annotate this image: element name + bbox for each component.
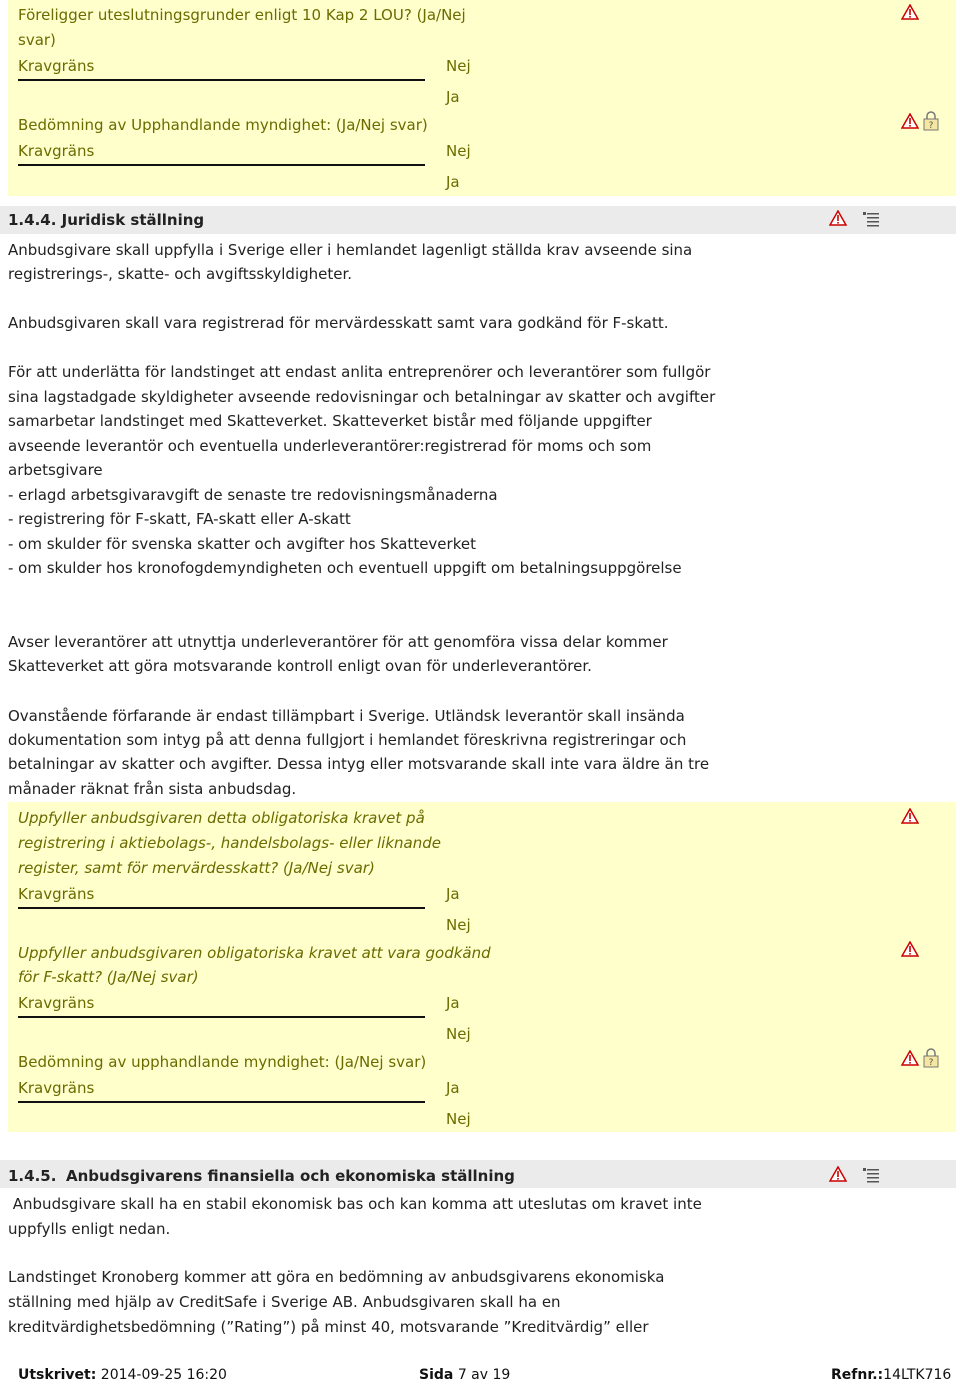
warning-icon[interactable] xyxy=(829,1166,847,1182)
kravgrans-label: Kravgräns xyxy=(18,1079,95,1097)
paragraph-line: Anbudsgivaren skall vara registrerad för mervärdesskatt samt vara godkänd för F-skatt. xyxy=(8,314,669,332)
list-icon[interactable] xyxy=(862,1166,880,1184)
paragraph-line: arbetsgivare xyxy=(8,461,103,479)
question-text: för F-skatt? (Ja/Nej svar) xyxy=(18,968,199,986)
footer-page xyxy=(419,1367,510,1383)
answer-option-ja[interactable]: Ja xyxy=(446,885,460,903)
paragraph-line: sina lagstadgade skyldigheter avseende redovisningar och betalningar av skatter och avgifter xyxy=(8,388,716,406)
kravgrans-underline xyxy=(18,164,425,166)
question-text: svar) xyxy=(18,31,56,49)
paragraph-line: samarbetar landstinget med Skatteverket. Skatteverket bistår med följande uppgifter xyxy=(8,412,652,430)
paragraph-line: betalningar av skatter och avgifter. Dessa intyg eller motsvarande skall inte vara äldre än tre xyxy=(8,755,710,773)
footer-page-label: Sida xyxy=(419,1367,454,1383)
question-text: Uppfyller anbudsgivaren obligatoriska kravet att vara godkänd xyxy=(18,944,491,962)
section-heading: Anbudsgivarens finansiella och ekonomiska ställning xyxy=(66,1167,515,1185)
paragraph-line: kreditvärdighetsbedömning (”Rating”) på minst 40, motsvarande ”Kreditvärdig” eller xyxy=(8,1318,649,1336)
footer-ref-label: Refnr.: xyxy=(831,1367,884,1383)
paragraph-line: - om skulder för svenska skatter och avgifter hos Skatteverket xyxy=(8,535,476,553)
answer-option-nej[interactable]: Nej xyxy=(446,142,471,160)
paragraph-line: registrerings-, skatte- och avgiftsskyldigheter. xyxy=(8,265,353,283)
footer-printed xyxy=(18,1367,227,1383)
kravgrans-label: Kravgräns xyxy=(18,885,95,903)
question-text: Uppfyller anbudsgivaren detta obligatoriska kravet på xyxy=(18,809,425,827)
warning-icon[interactable] xyxy=(901,113,919,129)
answer-option-ja[interactable]: Ja xyxy=(446,173,460,191)
answer-option-nej[interactable]: Nej xyxy=(446,1025,471,1043)
kravgrans-underline xyxy=(18,1101,425,1103)
kravgrans-underline xyxy=(18,1016,425,1018)
kravgrans-label: Kravgräns xyxy=(18,57,95,75)
warning-icon[interactable] xyxy=(901,1050,919,1066)
paragraph-line: Landstinget Kronoberg kommer att göra en bedömning av anbudsgivarens ekonomiska xyxy=(8,1268,665,1286)
footer-printed-label: Utskrivet: xyxy=(18,1367,97,1383)
answer-option-ja[interactable]: Ja xyxy=(446,1079,460,1097)
section-number: 1.4.5. xyxy=(8,1167,57,1185)
paragraph-line: dokumentation som intyg på att denna fullgjort i hemlandet föreskrivna registreringar och xyxy=(8,731,687,749)
assessment-text: Bedömning av Upphandlande myndighet: (Ja/Nej svar) xyxy=(18,116,428,134)
answer-option-nej[interactable]: Nej xyxy=(446,916,471,934)
warning-icon[interactable] xyxy=(901,941,919,957)
lock-question-icon[interactable] xyxy=(922,111,940,131)
kravgrans-underline xyxy=(18,907,425,909)
footer-page-value: 7 av 19 xyxy=(457,1367,511,1383)
list-icon[interactable] xyxy=(862,210,880,228)
paragraph-line: avseende leverantör och eventuella underleverantörer:registrerad för moms och som xyxy=(8,437,652,455)
question-text: Föreligger uteslutningsgrunder enligt 10 Kap 2 LOU? (Ja/Nej xyxy=(18,6,466,24)
footer-printed-value: 2014-09-25 16:20 xyxy=(100,1367,227,1383)
section-heading: 1.4.4. Juridisk ställning xyxy=(8,211,205,229)
question-text: registrering i aktiebolags-, handelsbolags- eller liknande xyxy=(18,834,441,852)
footer-ref xyxy=(831,1367,951,1383)
paragraph-line: Anbudsgivare skall uppfylla i Sverige eller i hemlandet lagenligt ställda krav avseende sina xyxy=(8,241,693,259)
paragraph-line: - om skulder hos kronofogdemyndigheten och eventuell uppgift om betalningsuppgörelse xyxy=(8,559,682,577)
question-text: register, samt för mervärdesskatt? (Ja/Nej svar) xyxy=(18,859,375,877)
requirement-box-exclusion xyxy=(8,0,956,196)
paragraph-line: Avser leverantörer att utnyttja underleverantörer för att genomföra vissa delar kommer xyxy=(8,633,668,651)
paragraph-line: - registrering för F-skatt, FA-skatt eller A-skatt xyxy=(8,510,351,528)
paragraph-line: Anbudsgivare skall ha en stabil ekonomisk bas och kan komma att uteslutas om kravet inte xyxy=(8,1195,702,1213)
assessment-text: Bedömning av upphandlande myndighet: (Ja/Nej svar) xyxy=(18,1053,427,1071)
answer-option-ja[interactable]: Ja xyxy=(446,994,460,1012)
paragraph-line: månader räknat från sista anbudsdag. xyxy=(8,780,297,798)
warning-icon[interactable] xyxy=(901,4,919,20)
paragraph-line: ställning med hjälp av CreditSafe i Sverige AB. Anbudsgivaren skall ha en xyxy=(8,1293,561,1311)
paragraph-line: - erlagd arbetsgivaravgift de senaste tre redovisningsmånaderna xyxy=(8,486,498,504)
paragraph-line: Ovanstående förfarande är endast tillämpbart i Sverige. Utländsk leverantör skall insända xyxy=(8,707,685,725)
warning-icon[interactable] xyxy=(829,210,847,226)
warning-icon[interactable] xyxy=(901,808,919,824)
svg-text:?: ? xyxy=(928,121,934,131)
answer-option-nej[interactable]: Nej xyxy=(446,1110,471,1128)
svg-text:?: ? xyxy=(928,1058,934,1068)
kravgrans-label: Kravgräns xyxy=(18,994,95,1012)
paragraph-line: uppfylls enligt nedan. xyxy=(8,1220,171,1238)
answer-option-nej[interactable]: Nej xyxy=(446,57,471,75)
paragraph-line: För att underlätta för landstinget att endast anlita entreprenörer och leverantörer som fullgör xyxy=(8,363,711,381)
kravgrans-label: Kravgräns xyxy=(18,142,95,160)
answer-option-ja[interactable]: Ja xyxy=(446,88,460,106)
paragraph-line: Skatteverket att göra motsvarande kontroll enligt ovan för underleverantörer. xyxy=(8,657,592,675)
kravgrans-underline xyxy=(18,79,425,81)
lock-question-icon[interactable] xyxy=(922,1048,940,1068)
footer-ref-value: 14LTK716 xyxy=(883,1367,952,1383)
